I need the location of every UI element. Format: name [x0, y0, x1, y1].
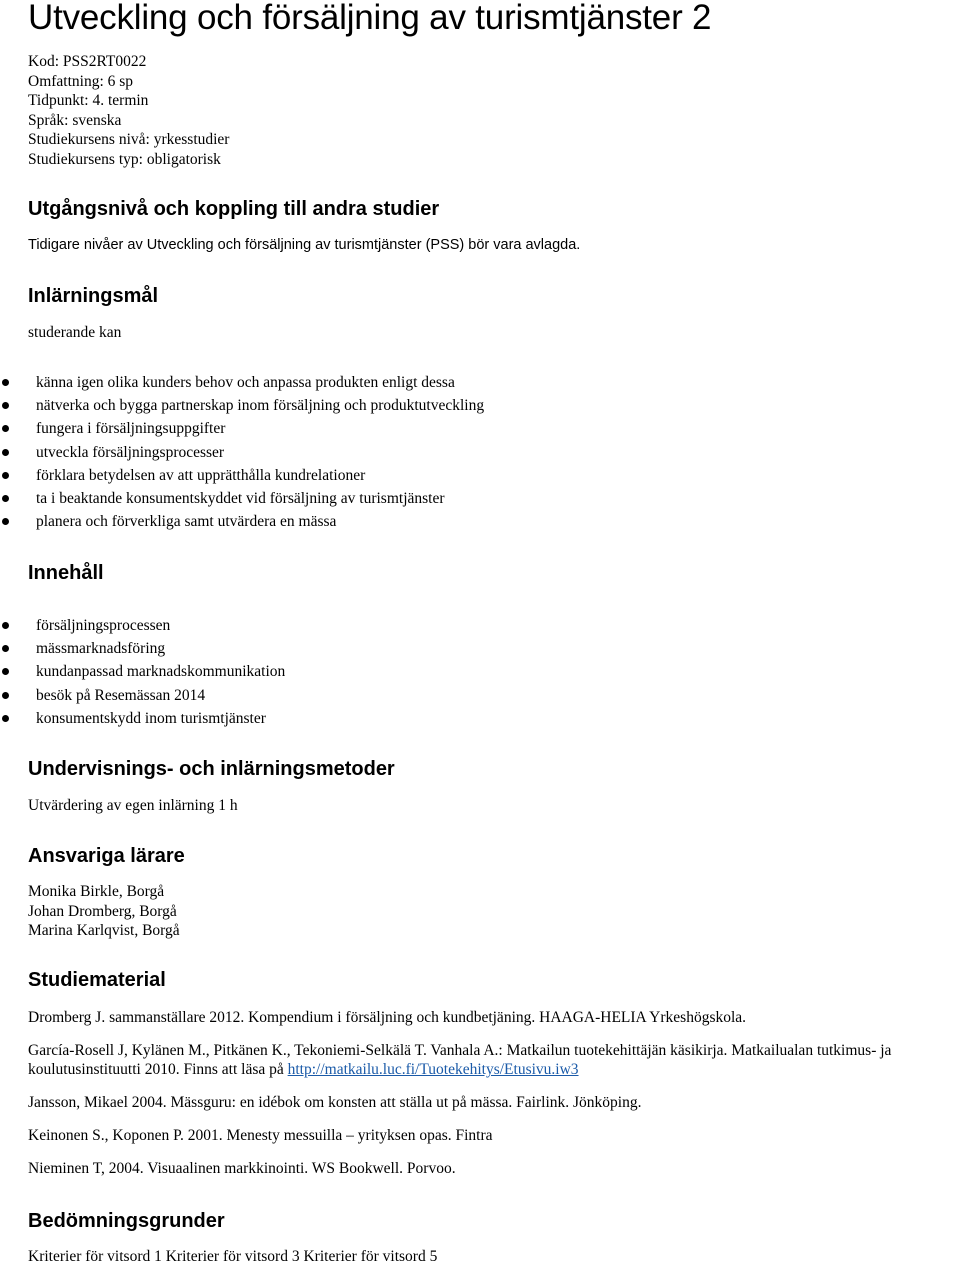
content-list — [28, 614, 285, 730]
list-item: känna igen olika kunders behov och anpassa produkten enligt dessa — [28, 371, 484, 394]
content-heading: Innehåll — [28, 562, 104, 584]
bullet-icon — [2, 518, 9, 525]
list-item: planera och förverkliga samt utvärdera en mässa — [28, 510, 484, 533]
meta-code: Kod: PSS2RT0022 — [28, 53, 147, 70]
goals-list — [28, 371, 484, 533]
list-item: nätverka och bygga partnerskap inom försäljning och produktutveckling — [28, 394, 484, 417]
list-item: konsumentskydd inom turismtjänster — [28, 707, 285, 730]
reference-item: Jansson, Mikael 2004. Mässguru: en idébok om konsten att ställa ut på mässa. Fairlink. Jönköping. — [28, 1094, 642, 1111]
reference-link[interactable]: http://matkailu.luc.fi/Tuotekehitys/Etusivu.iw3 — [287, 1061, 579, 1078]
prerequisites-text: Tidigare nivåer av Utveckling och försäljning av turismtjänster (PSS) bör vara avlagda. — [28, 237, 581, 253]
bullet-icon — [2, 402, 9, 409]
reference-item: Dromberg J. sammanställare 2012. Kompendium i försäljning och kundbetjäning. HAAGA-HELIA Yrkeshögskola. — [28, 1009, 747, 1026]
materials-list — [28, 1008, 960, 1192]
teacher-name: Johan Dromberg, Borgå — [28, 902, 177, 920]
reference-item: García-Rosell J, Kylänen M., Pitkänen K., Tekoniemi-Selkälä T. Vanhala A.: Matkailun tuotekehittäjän käsikirja. Matkailualan tutkimus- ja koulutusinstituutti 2010. Finns att läsa på http://matkailu.luc.fi/Tuotekehitys/Etusivu.iw3 — [28, 1042, 892, 1078]
bullet-icon — [2, 668, 9, 675]
list-item: fungera i försäljningsuppgifter — [28, 417, 484, 440]
materials-heading: Studiematerial — [28, 969, 166, 991]
list-item: förklara betydelsen av att upprätthålla kundrelationer — [28, 464, 484, 487]
bullet-icon — [2, 449, 9, 456]
meta-timing: Tidpunkt: 4. termin — [28, 92, 149, 109]
bullet-icon — [2, 692, 9, 699]
bullet-icon — [2, 715, 9, 722]
bullet-icon — [2, 622, 9, 629]
goals-heading: Inlärningsmål — [28, 285, 159, 307]
list-item: kundanpassad marknadskommunikation — [28, 660, 285, 683]
list-item: försäljningsprocessen — [28, 614, 285, 637]
assessment-heading: Bedömningsgrunder — [28, 1210, 225, 1232]
bullet-icon — [2, 495, 9, 502]
meta-language: Språk: svenska — [28, 111, 122, 129]
meta-level: Studiekursens nivå: yrkesstudier — [28, 131, 230, 148]
prerequisites-heading: Utgångsnivå och koppling till andra studier — [28, 198, 440, 220]
teachers-heading: Ansvariga lärare — [28, 845, 185, 867]
list-item: mässmarknadsföring — [28, 637, 285, 660]
reference-item: Keinonen S., Koponen P. 2001. Menesty messuilla – yrityksen opas. Fintra — [28, 1127, 493, 1144]
meta-credits: Omfattning: 6 sp — [28, 72, 134, 90]
reference-item: Nieminen T, 2004. Visuaalinen markkinointi. WS Bookwell. Porvoo. — [28, 1160, 456, 1177]
assessment-text: Kriterier för vitsord 1 Kriterier för vitsord 3 Kriterier för vitsord 5 — [28, 1248, 438, 1265]
meta-type: Studiekursens typ: obligatorisk — [28, 150, 221, 168]
bullet-icon — [2, 472, 9, 479]
teachers-list — [28, 882, 180, 941]
list-item: utveckla försäljningsprocesser — [28, 441, 484, 464]
methods-heading: Undervisnings- och inlärningsmetoder — [28, 758, 395, 780]
teacher-name: Monika Birkle, Borgå — [28, 883, 165, 900]
list-item: ta i beaktande konsumentskyddet vid försäljning av turismtjänster — [28, 487, 484, 510]
page-title: Utveckling och försäljning av turismtjänster 2 — [28, 0, 712, 37]
bullet-icon — [2, 645, 9, 652]
teacher-name: Marina Karlqvist, Borgå — [28, 922, 180, 939]
bullet-icon — [2, 425, 9, 432]
list-item: besök på Resemässan 2014 — [28, 684, 285, 707]
goals-intro: studerande kan — [28, 324, 122, 341]
methods-text: Utvärdering av egen inlärning 1 h — [28, 797, 238, 814]
course-meta — [28, 52, 229, 169]
bullet-icon — [2, 379, 9, 386]
